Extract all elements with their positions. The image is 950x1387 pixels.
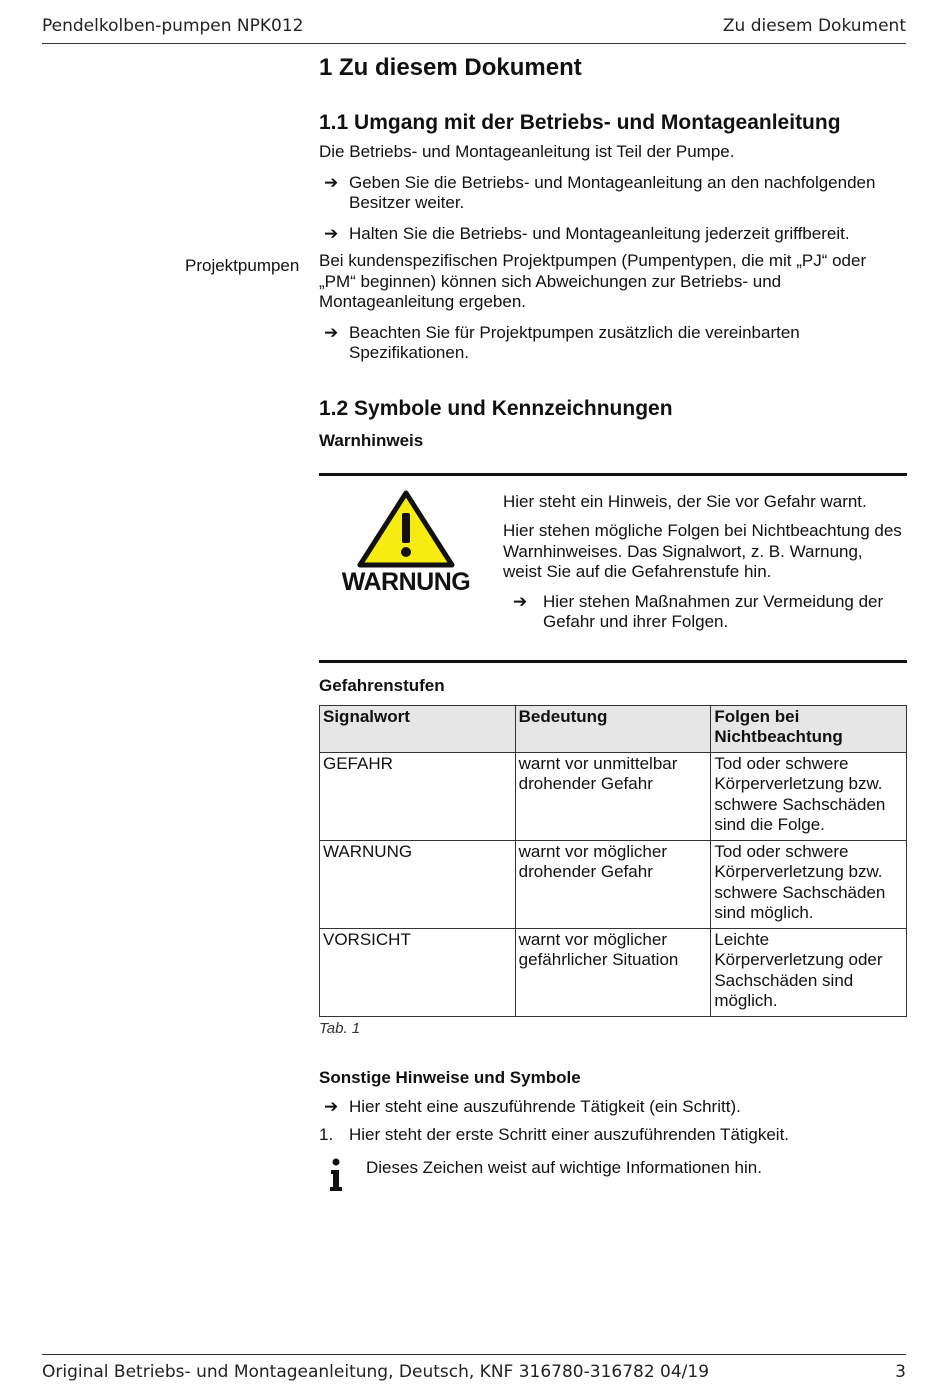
table-row [320,752,907,840]
levels-heading: Gefahrenstufen [319,675,445,695]
footer-doc-info: Original Betriebs- und Montageanleitung, Deutsch, KNF 316780-316782 04/19 [42,1362,710,1382]
arrow-right-icon: ➔ [324,322,339,342]
chapter-title: 1 Zu diesem Dokument [319,54,582,81]
arrow-right-icon: ➔ [513,591,528,611]
step-number: 1. [319,1125,334,1144]
column-header: Bedeutung [515,705,711,752]
header-doc-title: Pendelkolben-pumpen NPK012 [42,16,304,36]
table-cell: WARNUNG [320,840,516,928]
arrow-right-icon: ➔ [324,172,339,192]
header-section-title: Zu diesem Dokument [722,16,906,36]
info-note [319,1158,907,1198]
danger-levels-table [319,705,907,1017]
warning-heading: Warnhinweis [319,430,424,450]
section-1-2-title: 1.2 Symbole und Kennzeichnungen [319,396,673,420]
warning-box [319,473,907,663]
section-1-1-intro: Die Betriebs- und Montageanleitung ist Teil der Pumpe. [319,142,735,161]
table-row [320,928,907,1016]
action-item: ➔ Hier steht eine auszuführende Tätigkeit (ein Schritt). [324,1096,741,1116]
page-header [42,16,906,44]
section-1-1-title: 1.1 Umgang mit der Betriebs- und Montageanleitung [319,111,841,134]
table-cell: Tod oder schwere Körperverletzung bzw. schwere Sachschäden sind die Folge. [711,752,907,840]
table-row [320,840,907,928]
signal-word: WARNUNG [341,567,471,596]
side-label-projektpumpen: Projektpumpen [185,256,300,275]
table-cell: Leichte Körperverletzung oder Sachschäden sind möglich. [711,928,907,1016]
table-cell: GEFAHR [320,752,516,840]
info-icon [327,1158,345,1198]
table-cell: warnt vor möglicher drohender Gefahr [515,840,711,928]
page-footer [42,1354,906,1382]
action-item: ➔ Geben Sie die Betriebs- und Montageanleitung an den nachfolgenden Besitzer weiter. [324,172,876,212]
numbered-step [319,1125,907,1146]
action-item: ➔ Hier stehen Maßnahmen zur Vermeidung der Gefahr und ihrer Folgen. [513,591,884,631]
main-content [319,54,907,1198]
table-header-row [320,705,907,752]
action-item: ➔ Halten Sie die Betriebs- und Montageanleitung jederzeit griffbereit. [324,223,850,243]
table-cell: VORSICHT [320,928,516,1016]
other-symbols-heading: Sonstige Hinweise und Symbole [319,1067,581,1087]
table-caption: Tab. 1 [319,1019,361,1037]
page-number: 3 [895,1362,906,1382]
arrow-right-icon: ➔ [324,1096,339,1116]
column-header: Signalwort [320,705,516,752]
action-item: ➔ Beachten Sie für Projektpumpen zusätzlich die vereinbarten Spezifikationen. [324,322,800,362]
warning-text: Hier steht ein Hinweis, der Sie vor Gefahr warnt. Hier stehen mögliche Folgen bei Nichtbeachtung des Warnhinweises. Das Signalwort, z. B. Warnung, weist Sie auf die Gefahrenstufe hin. ➔ Hier stehen Maßnahmen zur Vermeidung der Gefahr und ihrer Folgen. [503,491,902,631]
warning-triangle-icon [341,489,471,574]
info-text: Dieses Zeichen weist auf wichtige Informationen hin. [366,1157,762,1177]
step-text: Hier steht der erste Schritt einer auszuführenden Tätigkeit. [349,1125,790,1144]
table-cell: warnt vor möglicher gefährlicher Situation [515,928,711,1016]
column-header: Folgen bei Nichtbeachtung [711,705,907,752]
arrow-right-icon: ➔ [324,223,339,243]
table-cell: warnt vor unmittelbar drohender Gefahr [515,752,711,840]
project-pumps-text: Bei kundenspezifischen Projektpumpen (Pumpentypen, die mit „PJ“ oder „PM“ beginnen) können sich Abweichungen zur Betriebs- und Montageanleitung ergeben. [319,251,867,311]
table-cell: Tod oder schwere Körperverletzung bzw. schwere Sachschäden sind möglich. [711,840,907,928]
